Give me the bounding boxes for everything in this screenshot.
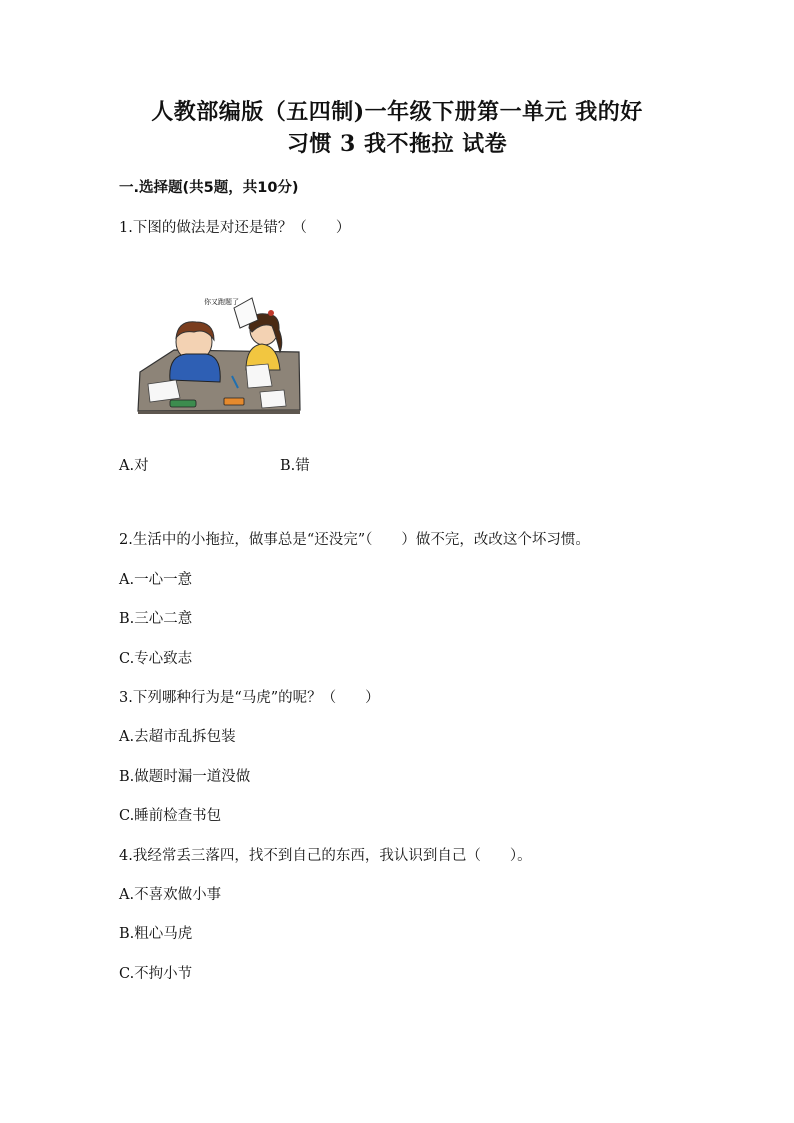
question-4-stem: 4.我经常丢三落四，找不到自己的东西，我认识到自己（ ）。 xyxy=(119,848,532,864)
question-1-image-caption: 你又跑题了 xyxy=(204,298,239,306)
exam-title-line-1: 人教部编版（五四制)一年级下册第一单元 我的好 xyxy=(151,99,643,125)
question-1-stem: 1.下图的做法是对还是错？（ ） xyxy=(119,220,351,236)
question-1-option-a: A.对 xyxy=(119,458,149,474)
question-3-option-c: C.睡前检查书包 xyxy=(119,808,222,824)
question-4-option-b: B.粗心马虎 xyxy=(119,926,193,942)
section-header: 一.选择题(共5题，共10分) xyxy=(119,180,299,196)
question-2-stem: 2.生活中的小拖拉，做事总是“还没完”（ ）做不完，改改这个坏习惯。 xyxy=(119,532,590,548)
question-4-option-a: A.不喜欢做小事 xyxy=(119,887,222,903)
exam-title-line-2: 习惯 3 我不拖拉 试卷 xyxy=(286,131,508,157)
question-1-illustration xyxy=(134,292,304,414)
question-2-option-c: C.专心致志 xyxy=(119,651,193,667)
question-3-option-b: B.做题时漏一道没做 xyxy=(119,769,251,785)
question-3-stem: 3.下列哪种行为是“马虎”的呢？（ ） xyxy=(119,690,380,706)
question-3-option-a: A.去超市乱拆包装 xyxy=(119,729,236,745)
question-2-option-b: B.三心二意 xyxy=(119,611,193,627)
question-4-option-c: C.不拘小节 xyxy=(119,966,193,982)
question-1-option-b: B.错 xyxy=(280,458,310,474)
question-2-option-a: A.一心一意 xyxy=(119,572,193,588)
